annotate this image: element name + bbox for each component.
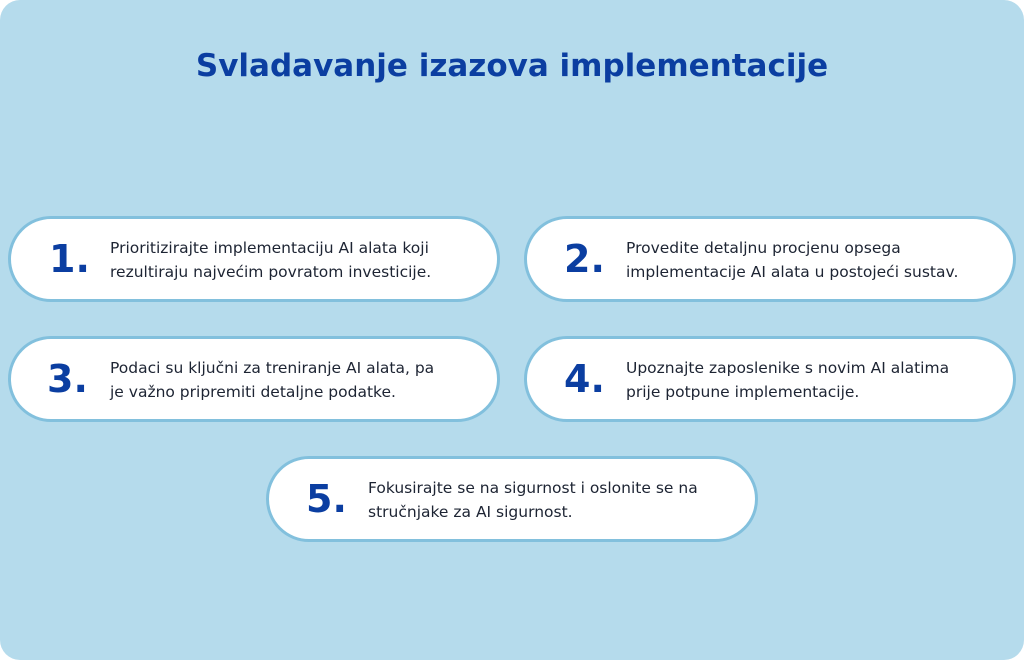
step-text-4 (626, 356, 949, 404)
step-text-4-line-2: prije potpune implementacije. (626, 383, 860, 401)
step-text-4-line-1: Upoznajte zaposlenike s novim AI alatima (626, 359, 950, 377)
step-card-4 (524, 336, 1016, 422)
step-text-5-line-2: stručnjake za AI sigurnost. (368, 503, 573, 521)
step-text-3-line-1: Podaci su ključni za treniranje AI alata, pa (110, 359, 435, 377)
step-card-1 (8, 216, 500, 302)
step-text-2-line-1: Provedite detaljnu procjenu opsega (626, 239, 901, 257)
step-text-5 (368, 476, 698, 524)
step-number-2: 2. (564, 237, 605, 281)
step-text-1 (110, 236, 431, 284)
step-text-1-line-2: rezultiraju najvećim povratom investicije. (110, 263, 432, 281)
step-number-5: 5. (306, 477, 347, 521)
diagram-title: Svladavanje izazova implementacije (195, 48, 829, 84)
step-card-5 (266, 456, 758, 542)
step-text-2 (626, 236, 958, 284)
step-text-2-line-2: implementacije AI alata u postojeći sustav. (626, 263, 959, 281)
step-text-3-line-2: je važno pripremiti detaljne podatke. (110, 383, 396, 401)
step-number-3: 3. (47, 357, 88, 401)
step-text-1-line-1: Prioritizirajte implementaciju AI alata koji (110, 239, 429, 257)
step-number-1: 1. (49, 237, 90, 281)
step-card-2 (524, 216, 1016, 302)
step-number-4: 4. (564, 357, 605, 401)
step-text-3 (110, 356, 434, 404)
step-card-3 (8, 336, 500, 422)
step-text-5-line-1: Fokusirajte se na sigurnost i oslonite se na (368, 479, 698, 497)
